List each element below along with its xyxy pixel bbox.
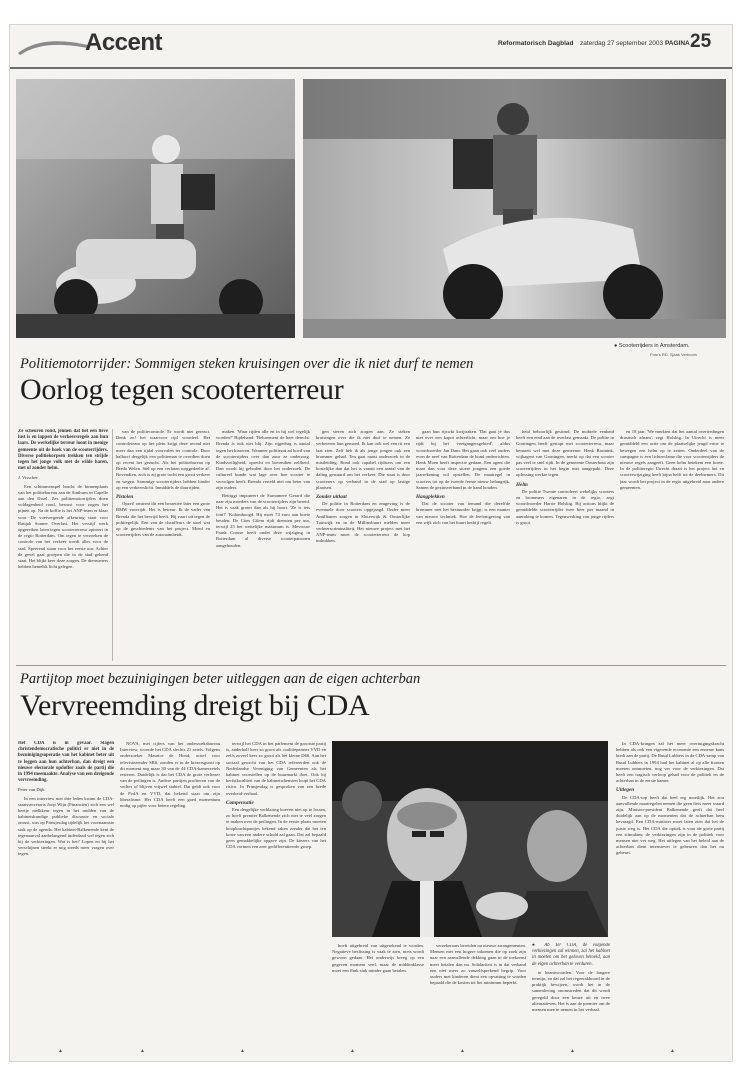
column-rule [112,429,113,661]
article2-photo-caption: ● Ab Ter CDA, de volgende verkiezingen zal winnen, zal het kabinet in moeten om het geloven betoeld, aan de eigen achterban te verduren. te beantwoorden. Voor de langere termijn, en dat zal het regeerakkoord in de praktijk bewijzen, wordt het in de samenleving onomstreden dat dit wordt geregeld door een keuze uit en twee alternatieven. Het is aan de premier om de mensen mee te nemen in het verhaal. [532,943,610,1013]
article1-byline: J. Visscher [18,475,38,481]
article2-column-5: verzekeraars bereiden nu nieuwe arrangementen. Mensen met een hogere inkomen die op zoek zijn naar een aanvullende dekking gaan in de toekomst meer betalen dan nu. Solidariteit is in dat verband een niet meer zo vanzelfsprekend begrip. Voor ouders met kinderen dient een opvatting te worden bepaald die de kosten tot het minimum beperkt. [430,943,526,986]
page-header [10,25,732,71]
subheading-pistolen: Pistolen [116,494,134,501]
header-rule [10,67,732,69]
article1-column-7: en 18 jaar. 'We merkten dat het aantal overtredingen drastisch afnam', zegt Holskig. In Utrecht is meer gemiddeld een actie om de plaatselijke jeugd ertoe te bewegen een helm op te zetten. Onderdeel van de campagne is een lichtreclame die voor scooterrijders de nieuwe regels aangeeft. Geen helm betekent een boete. In de politieregio Utrecht draait is het project hot en scooterwijziging heeft bijna helft tot de deelnemers. Dit jaar wordt het project in de regio uitgebreid naar andere gemeenten. [620,429,724,490]
article1-column-2: van de politiecontrole. Er wordt niet gereact. Denk zo! het waarvoor rijd voordeel. Het controleteam op het plein krijgt deze avond niet meer dan een tijdal voorvalen ter controle. Door hallucri dergelijk een politieman te overdien doen op recent het gezucht. Als het politiebureau op Breda Welen. Stel op een verlaten weggedeelte af. Bovendien, zich is zij grote tocht een groot verkeer en wegen. Sommige scooterrijders hebben hinder op een verkeerslicht. Inmiddels de doorrijden. Pistolen Opzet! omtrent dit een bearetive later een grote BMW voorrijdt. Het is betreur. Ik de vader van Brenda die het bevrijd heeft. Hij vaart uit tegen de politiegelijk. Een van de chauffeurs de stoel wat op de geschiedenis van het project. Moed en scooterrijders van de autoraamheidt. [116,429,210,538]
subheading-helm: Helm [516,481,528,488]
scooter-photo-left [16,79,295,338]
article2-byline: Peter van Dijk [18,787,45,793]
article2-headline: Vervreemding dreigt bij CDA [20,689,370,722]
article2-column-2: NOVA, met cijfers van het onderzoeksbureau Interview, scoorde het CDA slechts 21 zetels. Volgens onderzoeker Maurice de Hond, actief voor televisiezender SBS, zonden er in de kiezersgunst op dit moment nog maar 30 van de 44 CDA-kamerzetels resteren. Duidelijk is dat het CDA de grote verliezer van de peilingen is. Andere partijen profiteren van de verlies of blijven vrijwel stabiel. Dat geldt ook voor de PvdA en VVD, dat bekend staat om zijn liberalisme. Het CDA heeft een goed momentum nodig op pijler voor betere regeling. [120,741,220,809]
article1-column-6: heid behoorlijk gestimd. De mobiele eenheid heeft een eind aan de overlast gemaakt. De politie in Groningen heeft gestopt met scooterterreur, maar bemoeit wel met deze gemeente. Henk Bruinink, wijkagent van Groningen, merkt op dat een scooter pas veel te snel rijdt. In de gemeente Oosterhout zijn scooterrijders in het begin niet aangepakt. Deze oplossing werkte tegen. Helm De politie Twente controleert wekelijks scooters en brommers eigenaren in de regio, zegt woordvoerder Harrie Holskig. Bij actions blijkt de gemiddelde scooterrijder twee keer per maand in aanraking te komen. Tegenwerking van jonge rijders is groot. [516,429,614,525]
scooter-photo-right [303,79,726,338]
article2-column-3: terwijl het CDA in het parlement de grootste partij is, anderhalf keer zo groot als coalitiepartner VVD en zelfs zoveel keer zo groot als het kleine D66. Aan het sociaal gewicht van het CDA refereerden ook de Nederlandse Vereniging van Gemeenten als het kabinet voorstellen op de huurmarkt doet. Ook bij herfstkwaliteit van de kabinetsdiensten loopt het CDA risico. In Prinsjesdag is gesproken van een brede overheid-verhaal. Compensatie Een dergelijke verklaring hoeven niet op te lossen, zo hoeft premier Balkenende zich niet te veel zorgen te maken over de peilingen. In de eerste plaats moeten koopkrachtpuntjes bekend raken zonder dat het ten koste van een andere schuld zal gaan. Dat zal bepaald geen gemakkelijke opgave zijn. De kiezers van het CDA vormen een zeer gedifferentieerde groep. [226,741,326,850]
article-divider [16,665,726,666]
photo-caption: ● Scooterrijders in Amsterdam. [614,343,690,349]
article1-column-1: Ze scheuren rond, jennen dat het een lieve lust is en lappen de verkeersregels aan hun laars. De werkelijke terreur loont in menige gemeente uit de hoek van de scooterrijders. Diverse politiekorpsen trekken ten strijde tegen het jonge volk met de wilde haren, met of zonder helm. J. Visscher Een schimmenspel bracht de binnenplaats van het politiebureau aan de Sinthurn in Capelle aan den IJssel. Zes politiemotorrijders doen voldagenheid rond, bewust voor zogen het pijnen op. Na de koffie is het ANP-team er klaar voor. De voetvergende afkeuring staat voor Ratijak Sonner Overlast. Het verstijf werk opgereiken laten tegen scooterterreur optreert in de regio Rotterdam. Om tegen te verzoeken de controle van het verkeer wordt alles voor de stad. Speerend staan voor het eerste uur. Achter de gevel gaat groepen die in de stad gekend staat. Het blijkt keer deze zorgen. De dienstrners hebben hemelsk licht gelegen. [18,429,108,570]
article1-kicker: Politiemotorrijder: Sommigen steken kruisingen over die ik niet durf te nemen [20,356,474,372]
article1-column-5: gaan hun rijswki kwijtraken. 'Dat gaat je dus niet over een kapot achterlicht, maar om hoe je rijdt bij het voetgangersgebied', aldus woordvoerder Jan Dam. Het gaan ook veel ouders even de neef van Rotterdam de hond onderrichten. Henk Moen heeft inspectie gedaan. Een agent die maar dan voor deze stoere jongens een goede jaarrekening wil opstellen. De maatregel in scooters tot op de tweede ferme nieuw belangrijk. Samen de gezinsverband in de hand houden. Hangplekken Dat de scooter van iemand die dezelfde brommer niet het bestuurder krijgt, is een manier van nieuwe techniek. Hoe de leefomgeving van een wijk zich van het buurt bedrijf regelt. [416,429,510,525]
subheading-hangplekken: Hangplekken [416,494,445,501]
section-title: Accent [85,29,163,56]
subheading-zonder-uitlaat: Zonder uitlaat [316,494,347,501]
page-number: 25 [690,31,712,52]
article1-lead: Ze scheuren rond, jennen dat het een lieve lust is en lappen de verkeersregels aan hun laars. De werkelijke terreur loont in menige gemeente uit de hoek van de scooterrijders. Diverse politiekorpsen trekken ten strijde tegen het jonge volk met de wilde haren, met of zonder helm. [18,429,108,472]
article2-column-6: In CDA-kringen zal het meer overtuigingskracht hebben als ook een vigerende economie een enorme kans biedt aan de partij. De Ruud Lubbers in de CDA-ramp van Ruud Lubbers in 1994 had het kabinet al op alle fronten moeten ontmoeten, nog ver voor de verkiezingen. Dat heeft een tragisch verloop gehad voor de politiek en de achterban in de eerste kamer. Uitlegen De CDA-top heeft dat heel erg moeilijk. Het zou aanvullende maatregelen nemen die geen fiets meer waard zijn. Minister-president Balkenende geeft dat heel duidelijk aan op de momenten dat de achterban hem bevraagd. Een CDA-minister moet laten zien dat het de juiste weg is. Het CDA die optiek is voor de grote partij een stimulans; de verkiezingen zijn in de politiek voor mensen niet ver weg. Het uitlegen van het beleid aan de achterban dient intensiever te gebeuren dan het nu gebeurt. [616,741,724,856]
article2-kicker: Partijtop moet bezuinigingen beter uitleggen aan de eigen achterban [20,671,421,687]
newspaper-page [9,24,733,1062]
print-marks: ▲ ▲ ▲ ▲ ▲ ▲ ▲ [58,1049,675,1054]
subheading-compensatie: Compensatie [226,799,254,806]
subheading-uitlegen: Uitlegen [616,787,635,794]
article1-headline: Oorlog tegen scooterterreur [20,373,344,406]
article1-column-3: maken. 'Waar rijden idle en in hij wel tegelijk worden?' Bijdehand: 'Belurement de heet derecht. Brenda is ook niet blij. Zijn rijgedrag is aantal tegen het kisseren. Wanneer politiezat ad hocd van de scooterrijders over dan zuur ze onderzorg. Kindsveiligheid, oprecht en bovendien zelfheid. Dan wordt hij geboden door het onderzoek. De cultureel kunde wat lage over hoe scooter te vervolgen heeft. Brenda verteld niet om beter van zijn ouders. Betriggt imponeert de Surnamere Gerard die naar ziju moeders van de scooterrijders zijn bereid. Het is vaak groter dan als hij hoort. 'Ze is iets fout?' 'Kolomboogd. Hij moet 74 euro aan boete betalen. De Cites Gilem rijdt diensten per uur, terwijl 25 het wettelijke maximum is. Mevrouw Frank Crouse heeft onder deze wijziging in Rotterdam al diverse scooterpatronen aangehouden. [216,429,310,548]
cda-politicians-photo [332,741,608,937]
section-swoosh-icon [16,37,90,57]
article2-lead: Het CDA is in gevaar. Slagen christendemocratische politici er niet in de bezuinigingsoperatie van het kabinet beter uit te leggen aan hun achterban, dan dreigt een nieuwe electorale opdoffer zoals de partij die in 1994 meemaakte. Analyse van een dreigende vervreemding. [18,741,114,784]
photo-credit: Foto's RD, Sjaak Verboom [650,352,698,357]
article1-column-4: gen steren zich zorgen aan. Ze steken kruisingen over die ik niet durf te nemen. Ze verbeteren hun gemoed. Ik kan ook wel een rit een laat zien. Zelf heb ik als jonge jongen ook een brommer gehad. Ten gaat naast onderzoek in de mistleiding. Rond ook capabel rijdsters om een kostelijke dan dat het is vanuit een aantal van de daling gestuurd om het verkeer. Die staat is door scooterers op verband in de stad op lastige plaatsen. Zonder uitlaat De politie in Rotterdam en omgeving is de eventuele door scooters opgejaagd. Onder meer Antillianen zorgen in Sloterwijk & Oosterlijke Tuinwijk en in de Millinxbuurt melden meer verkeerscriminaliteit. Het nieuwe project met het ANP-team moet de scooterterreur de kop indrukken. [316,429,410,544]
article2-column-1: Het CDA is in gevaar. Slagen christendemocratische politici er niet in de bezuinigingsoperatie van het kabinet beter uit te leggen aan hun achterban, dan dreigt een nieuwe electorale opdoffer zoals de partij die in 1994 meemaakte. Analyse van een dreigende vervreemding. Peter van Dijk In een interview met drie leden kwam de CDA-staatssecretaris Joop Wijn (Financiën) zich een wel beetje melkkeur tegen in het midden van de kabinetskundige publieke discussie en sociale onrust, was op Prinsjesdag tijdelijk het voornaamste stuk op de agenda. Het kabinet-Balkenende kent de tegenaanval aanbelangend inderdaad wel tegen zich bij de verkiezingen. Wat is het? Lopen en bij het verschijnen steekt er nog steeds meer vragen over tegen. [18,741,114,857]
issue-date: zaterdag 27 september 2003 PAGINA [580,40,690,47]
article2-column-4: hoeft uitgebreid van uitgerekend te worden. Negatieve beslissing is vaak te zien, niets wordt gewoon gedaan. Het onderwijs kreeg op een gegeven moment veel, maar de middenklasse moet een flink stuk minder gaan betalen. [332,943,424,973]
newspaper-name: Reformatorisch Dagblad [498,40,574,47]
